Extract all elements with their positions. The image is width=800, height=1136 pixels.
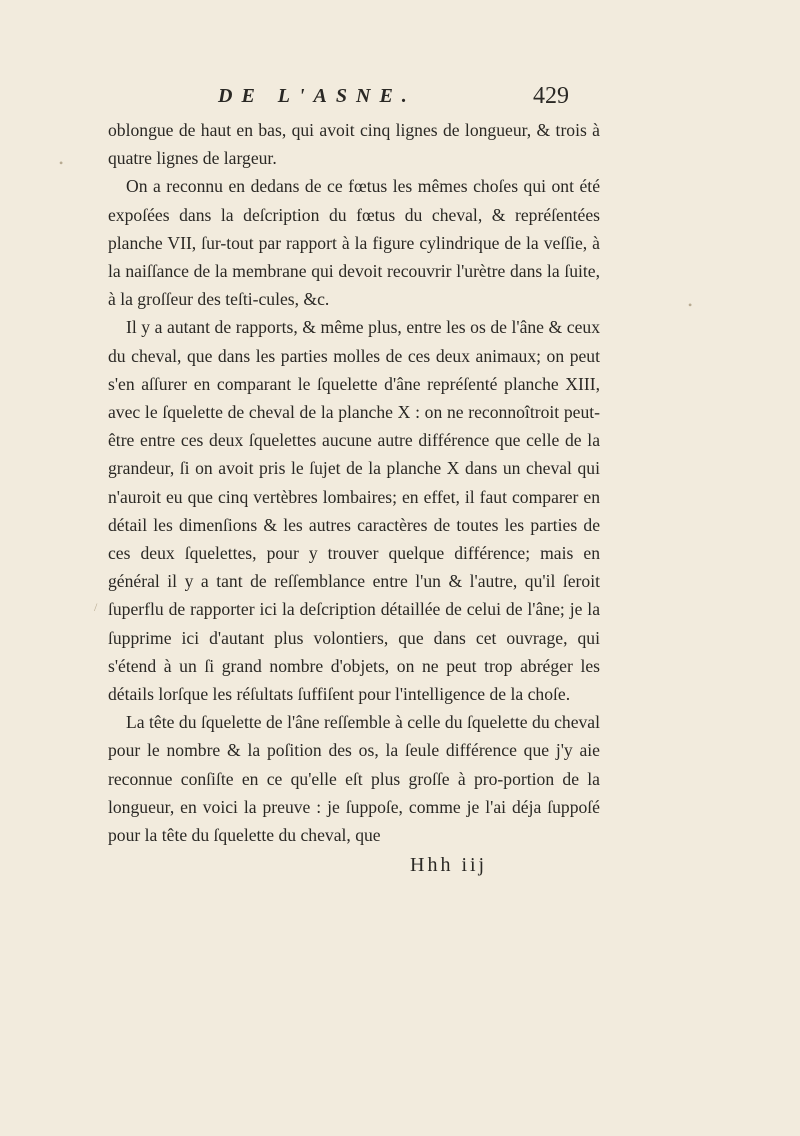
paragraph-1: oblongue de haut en bas, qui avoit cinq lignes de longueur, & trois à quatre lignes de largeur. <box>108 120 600 169</box>
paragraph-4: La tête du ſquelette de l'âne reſſemble à celle du ſquelette du cheval pour le nombre & la poſition des os, la ſeule différence que j'y aie reconnue conſiſte en ce qu'elle eſt plus groſſe à pro-portion de la longueur, en voici la preuve : je ſuppoſe, comme je l'ai déja ſuppoſé pour la tête du ſquelette du cheval, que <box>108 712 600 846</box>
page-number: 429 <box>533 83 569 109</box>
paragraph-2: On a reconnu en dedans de ce fœtus les mêmes choſes qui ont été expoſées dans la deſcription du fœtus du cheval, & repréſentées planche VII, ſur-tout par rapport à la figure cylindrique de la veſſie, à la naiſſance de la membrane qui devoit recouvrir l'urètre dans la ſuite, à la groſſeur des teſti-cules, &c. <box>108 176 600 310</box>
paragraph-3: Il y a autant de rapports, & même plus, entre les os de l'âne & ceux du cheval, que dans les parties molles de ces deux animaux; on peut s'en aſſurer en comparant le ſquelette d'âne repréſenté planche XIII, avec le ſquelette de cheval de la planche X : on ne reconnoîtroit peut-être entre ces deux ſquelettes aucune autre différence que celle de la grandeur, ſi on avoit pris le ſujet de la planche X dans un cheval qui n'auroit eu que cinq vertèbres lombaires; en effet, il faut comparer en détail les dimenſions & les autres caractères de toutes les parties de ces deux ſquelettes, pour y trouver quelque différence; mais en général il y a tant de reſſemblance entre l'un & l'autre, qu'il ſeroit ſuperflu de rapporter ici la deſcription détaillée de celui de l'âne; je la ſupprime ici d'autant plus volontiers, que dans cet ouvrage, qui s'étend à un ſi grand nombre d'objets, on ne peut trop abréger les détails lorſque les réſultats ſuffiſent pour l'intelligence de la choſe. <box>108 317 600 705</box>
margin-dot: • <box>688 298 693 312</box>
running-head: DE L'ASNE. <box>218 85 416 107</box>
page-header <box>200 82 620 118</box>
margin-dot: • <box>59 156 64 170</box>
signature-mark: Hhh iij <box>410 854 488 876</box>
body-text <box>108 116 600 849</box>
margin-mark: / <box>94 600 98 614</box>
